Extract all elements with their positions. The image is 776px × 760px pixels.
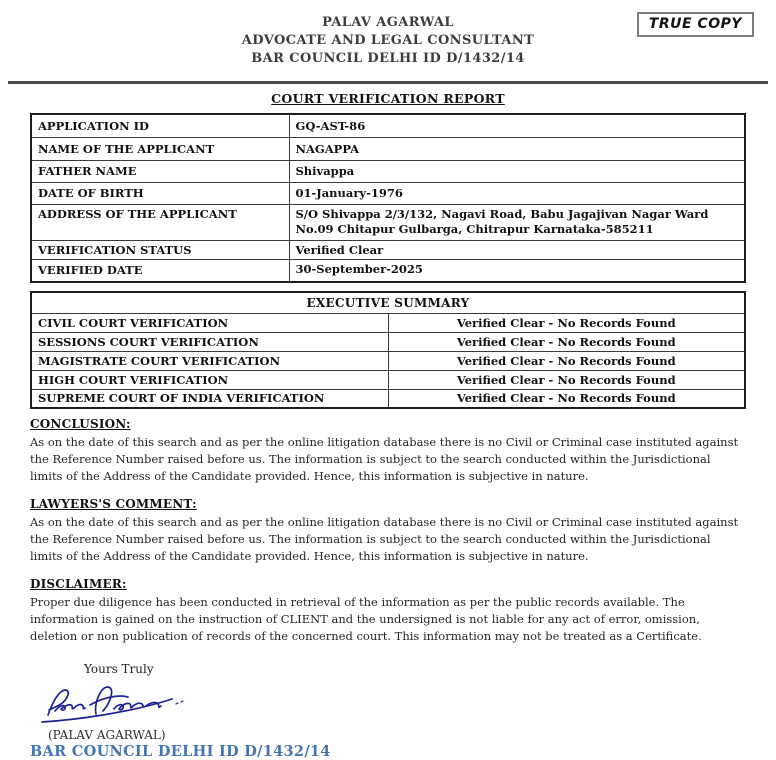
row-label: MAGISTRATE COURT VERIFICATION [31,351,388,370]
table-row [31,182,745,204]
conclusion-section [30,417,746,485]
table-row [31,389,745,408]
table-header-row [31,292,745,313]
row-label: APPLICATION ID [31,114,289,137]
signature [34,680,746,728]
row-value: Shivappa [289,160,745,182]
table-row [31,137,745,160]
row-value: Verified Clear - No Records Found [388,351,745,370]
executive-summary-table [30,291,746,409]
table-row [31,351,745,370]
disclaimer-heading: DISCLAIMER: [30,577,127,591]
row-label: CIVIL COURT VERIFICATION [31,313,388,332]
conclusion-body: As on the date of this search and as per the online litigation database there is no Civil or Criminal case instituted against the Reference Number raised before us. The information is subject to the search conducted within the Jurisdictional limits of the Address of the Candidate provided. Hence, this information is subjective in nature. [30,435,739,483]
row-label: VERIFICATION STATUS [31,240,289,259]
row-label: HIGH COURT VERIFICATION [31,370,388,389]
row-value: GQ-AST-86 [289,114,745,137]
disclaimer-body: Proper due diligence has been conducted in retrieval of the information as per the public records available. The information is gained on the instruction of CLIENT and the undersigned is not liable for any act of error, omission, deletion or non publication of records of the concerned court. This information may not be treated as a Certificate. [30,595,702,643]
table-row [31,370,745,389]
report-title: COURT VERIFICATION REPORT [271,91,505,106]
table-row [31,240,745,259]
row-value: Verified Clear [289,240,745,259]
header-divider [8,81,768,84]
row-value: NAGAPPA [289,137,745,160]
letterhead-bar-id: BAR COUNCIL DELHI ID D/1432/14 [251,51,525,66]
signatory-bar-id: BAR COUNCIL DELHI ID D/1432/14 [30,743,331,760]
row-label: NAME OF THE APPLICANT [31,137,289,160]
letterhead-name: PALAV AGARWAL [322,15,454,30]
letterhead-title: ADVOCATE AND LEGAL CONSULTANT [241,33,535,48]
row-label: ADDRESS OF THE APPLICANT [31,204,289,240]
table-row [31,114,745,137]
disclaimer-section [30,577,746,645]
row-label: VERIFIED DATE [31,259,289,282]
table-row [31,204,745,240]
row-value: Verified Clear - No Records Found [388,313,745,332]
row-label: FATHER NAME [31,160,289,182]
row-value: 30-September-2025 [289,259,745,282]
table-row [31,259,745,282]
row-value: 01-January-1976 [289,182,745,204]
row-label: SESSIONS COURT VERIFICATION [31,332,388,351]
lawyers-comment-section [30,497,746,565]
true-copy-stamp: TRUE COPY [637,12,754,37]
closing-text: Yours Truly [84,662,154,676]
row-label: DATE OF BIRTH [31,182,289,204]
signature-image [34,680,194,728]
lawyers-comment-body: As on the date of this search and as per the online litigation database there is no Civil or Criminal case instituted against the Reference Number raised before us. The information is subject to the search conducted within the Jurisdictional limits of the Address of the Candidate provided. Hence, this information is subjective in nature. [30,515,739,563]
signatory-name: (PALAV AGARWAL) [48,728,166,742]
lawyers-comment-heading: LAWYERS'S COMMENT: [30,497,197,511]
conclusion-heading: CONCLUSION: [30,417,131,431]
row-value: Verified Clear - No Records Found [388,332,745,351]
table-row [31,313,745,332]
row-value: Verified Clear - No Records Found [388,389,745,408]
applicant-table [30,113,746,283]
table-row [31,332,745,351]
row-value: S/O Shivappa 2/3/132, Nagavi Road, Babu Jagajivan Nagar Ward No.09 Chitapur Gulbarga, Chitrapur Karnataka-585211 [289,204,745,240]
row-label: SUPREME COURT OF INDIA VERIFICATION [31,389,388,408]
table-row [31,160,745,182]
row-value: Verified Clear - No Records Found [388,370,745,389]
executive-summary-title: EXECUTIVE SUMMARY [31,292,745,313]
